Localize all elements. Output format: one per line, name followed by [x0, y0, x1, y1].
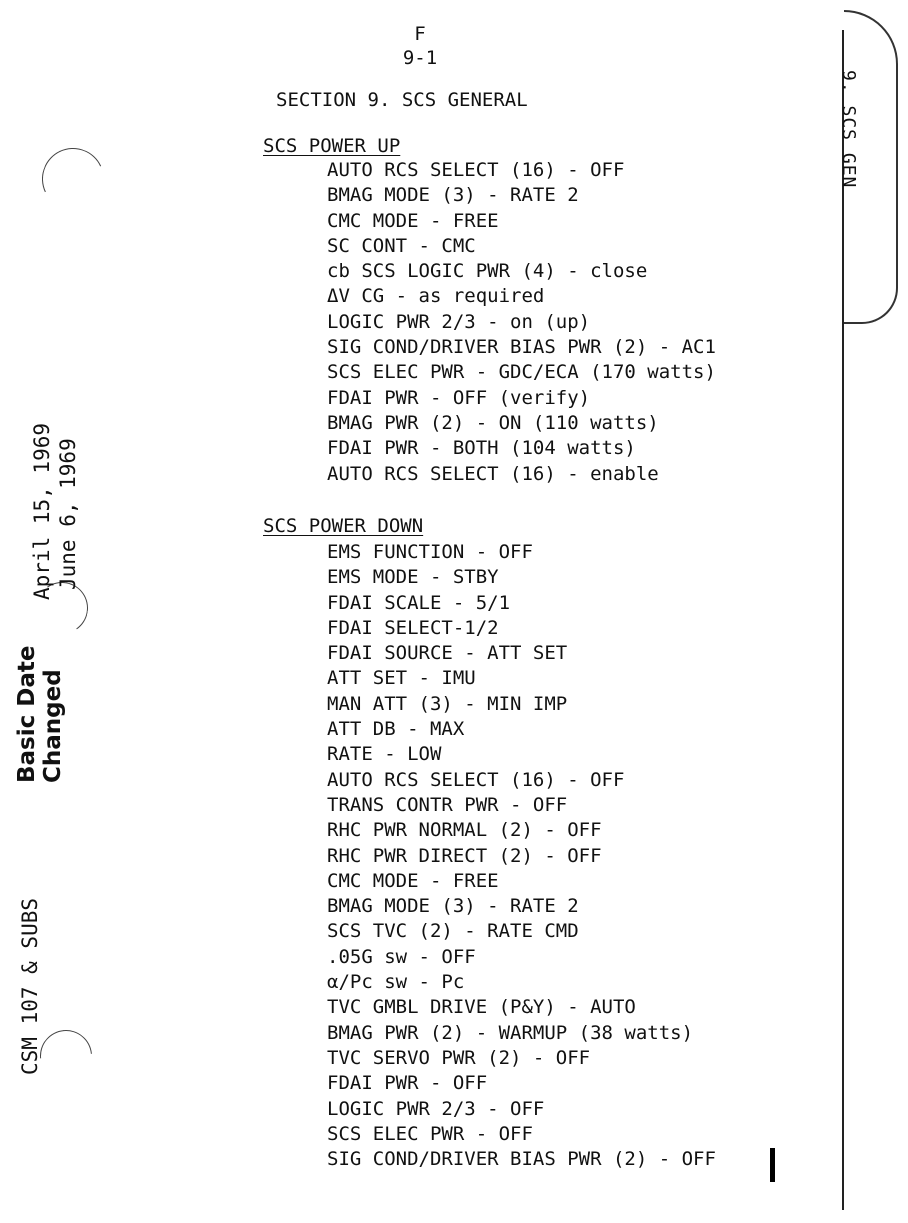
power-down-step: TRANS CONTR PWR - OFF	[327, 793, 568, 816]
power-up-step: AUTO RCS SELECT (16) - enable	[327, 462, 659, 485]
power-down-step: CMC MODE - FREE	[327, 869, 499, 892]
power-down-step: ATT DB - MAX	[327, 718, 465, 741]
power-up-steps	[327, 158, 716, 487]
punch-hole-top	[33, 139, 112, 218]
power-down-step: LOGIC PWR 2/3 - OFF	[327, 1097, 545, 1120]
page-number: 9-1	[402, 47, 438, 69]
page-letter: F	[414, 23, 426, 45]
power-up-step: CMC MODE - FREE	[327, 209, 499, 232]
power-up-step: ΔV CG - as required	[327, 285, 545, 308]
power-down-step: TVC SERVO PWR (2) - OFF	[327, 1046, 591, 1069]
power-up-step: SIG COND/DRIVER BIAS PWR (2) - AC1	[327, 336, 716, 359]
power-down-step: RATE - LOW	[327, 743, 442, 766]
power-down-step: BMAG MODE (3) - RATE 2	[327, 895, 579, 918]
basic-date-label: Basic Date	[14, 645, 40, 783]
power-up-step: FDAI PWR - BOTH (104 watts)	[327, 437, 636, 460]
power-down-step: BMAG PWR (2) - WARMUP (38 watts)	[327, 1021, 694, 1044]
power-down-step: FDAI SOURCE - ATT SET	[327, 642, 568, 665]
power-down-step: SIG COND/DRIVER BIAS PWR (2) - OFF	[327, 1148, 716, 1171]
power-down-step: FDAI PWR - OFF	[327, 1072, 488, 1095]
power-down-steps	[327, 540, 716, 1172]
power-down-step: FDAI SELECT-1/2	[327, 616, 499, 639]
power-up-step: SCS ELEC PWR - GDC/ECA (170 watts)	[327, 361, 716, 384]
power-down-step: α/Pc sw - Pc	[327, 971, 465, 994]
power-down-step: .05G sw - OFF	[327, 945, 476, 968]
power-down-step: EMS FUNCTION - OFF	[327, 541, 533, 563]
section-tab-label: 9. SCS GEN	[838, 70, 859, 189]
power-down-heading: SCS POWER DOWN	[263, 515, 424, 537]
power-up-step: LOGIC PWR 2/3 - on (up)	[327, 310, 591, 333]
power-down-step: EMS MODE - STBY	[327, 566, 499, 589]
power-down-step: SCS ELEC PWR - OFF	[327, 1122, 533, 1145]
section-title: SECTION 9. SCS GENERAL	[276, 89, 528, 111]
power-down-step: AUTO RCS SELECT (16) - OFF	[327, 768, 625, 791]
page-header	[380, 22, 460, 70]
power-up-step: FDAI PWR - OFF (verify)	[327, 386, 591, 409]
power-down-step: ATT SET - IMU	[327, 667, 476, 690]
power-up-step: BMAG PWR (2) - ON (110 watts)	[327, 411, 659, 434]
power-up-step: AUTO RCS SELECT (16) - OFF	[327, 159, 625, 181]
power-up-step: cb SCS LOGIC PWR (4) - close	[327, 260, 648, 283]
change-bar	[770, 1148, 775, 1182]
power-down-step: SCS TVC (2) - RATE CMD	[327, 920, 579, 943]
power-up-step: BMAG MODE (3) - RATE 2	[327, 184, 579, 207]
power-down-step: TVC GMBL DRIVE (P&Y) - AUTO	[327, 996, 636, 1019]
power-up-step: SC CONT - CMC	[327, 234, 476, 257]
changed-date-value: June 6, 1969	[56, 438, 80, 590]
power-down-step: RHC PWR NORMAL (2) - OFF	[327, 819, 602, 842]
power-up-heading: SCS POWER UP	[263, 135, 401, 157]
power-down-step: FDAI SCALE - 5/1	[327, 591, 511, 614]
power-down-step: RHC PWR DIRECT (2) - OFF	[327, 844, 602, 867]
vehicle-label: CSM 107 & SUBS	[18, 897, 42, 1075]
basic-date-value: April 15, 1969	[30, 422, 54, 600]
changed-label: Changed	[40, 669, 66, 783]
power-down-step: MAN ATT (3) - MIN IMP	[327, 692, 568, 715]
